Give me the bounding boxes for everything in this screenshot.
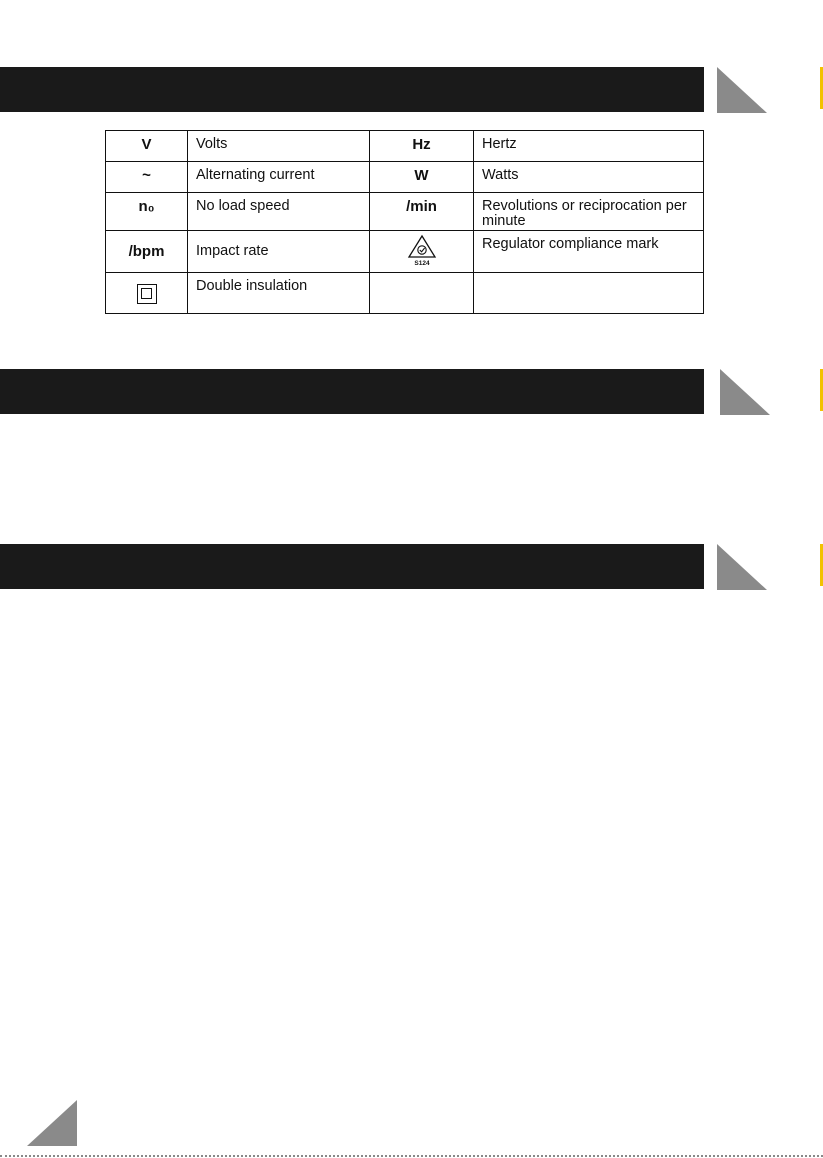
symbol-cell: W — [370, 162, 474, 193]
rcm-compliance-icon — [405, 233, 439, 267]
symbol-cell — [370, 273, 474, 314]
corner-triangle-3 — [717, 544, 767, 590]
corner-triangle-1 — [717, 67, 767, 113]
symbol-cell: ~ — [106, 162, 188, 193]
symbol-cell: n₀ — [106, 193, 188, 231]
table-row — [106, 231, 704, 273]
description-cell: Volts — [188, 131, 370, 162]
description-cell: Impact rate — [188, 231, 370, 273]
symbol-cell: V — [106, 131, 188, 162]
description-cell: Revolutions or reciprocation per minute — [474, 193, 704, 231]
corner-triangle-bottom — [27, 1100, 77, 1146]
rcm-code: S124 — [413, 260, 430, 267]
description-cell: Double insulation — [188, 273, 370, 314]
table-row — [106, 131, 704, 162]
symbol-cell: /min — [370, 193, 474, 231]
symbols-table — [105, 130, 704, 314]
table-row — [106, 193, 704, 231]
description-cell: No load speed — [188, 193, 370, 231]
double-insulation-icon — [137, 284, 157, 304]
description-cell: Alternating current — [188, 162, 370, 193]
corner-triangle-2 — [720, 369, 770, 415]
description-cell — [474, 273, 704, 314]
section-header-bar-1 — [0, 67, 704, 112]
symbol-cell — [370, 231, 474, 273]
description-cell: Regulator compliance mark — [474, 231, 704, 273]
trim-line — [0, 1155, 823, 1157]
table-row — [106, 162, 704, 193]
description-cell: Watts — [474, 162, 704, 193]
symbol-cell — [106, 273, 188, 314]
section-header-bar-3 — [0, 544, 704, 589]
symbol-cell: Hz — [370, 131, 474, 162]
symbol-cell: /bpm — [106, 231, 188, 273]
description-cell: Hertz — [474, 131, 704, 162]
section-header-bar-2 — [0, 369, 704, 414]
table-row — [106, 273, 704, 314]
